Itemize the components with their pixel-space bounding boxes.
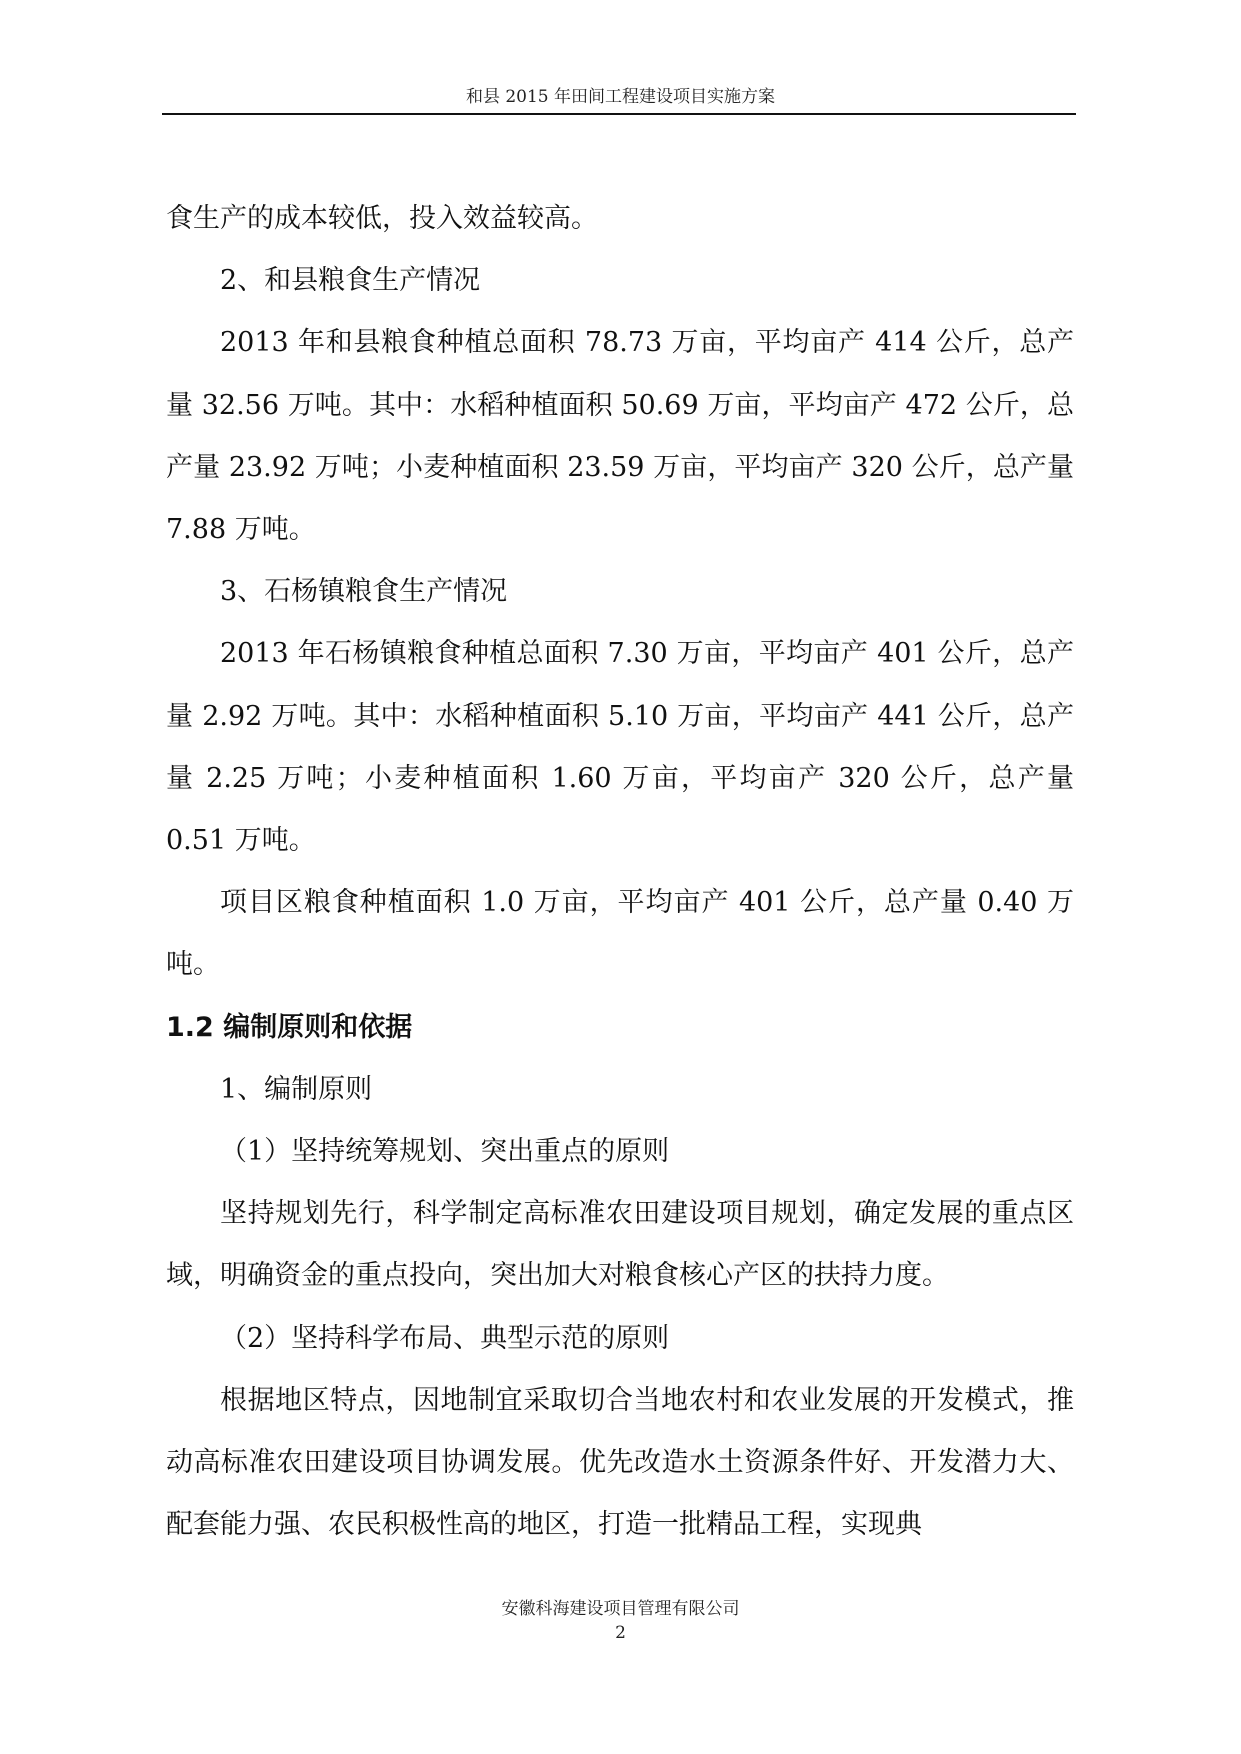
principle-heading: （2）坚持科学布局、典型示范的原则	[220, 1322, 670, 1354]
header-divider	[162, 113, 1076, 115]
section-subheading: 2、和县粮食生产情况	[220, 265, 481, 297]
body-paragraph: 项目区粮食种植面积 1.0 万亩，平均亩产 401 公斤，总产量 0.40 万吨。	[166, 887, 1074, 981]
body-paragraph: 坚持规划先行，科学制定高标准农田建设项目规划，确定发展的重点区域，明确资金的重点投向，突出加大对粮食核心产区的扶持力度。	[166, 1198, 1074, 1292]
body-paragraph: 2013 年和县粮食种植总面积 78.73 万亩，平均亩产 414 公斤，总产量 32.56 万吨。其中：水稻种植面积 50.69 万亩，平均亩产 472 公斤，总产量 23.92 万吨；小麦种植面积 23.59 万亩，平均亩产 320 公斤，总产量 7.88 万吨。	[166, 327, 1074, 546]
body-paragraph: 食生产的成本较低，投入效益较高。	[166, 203, 598, 234]
body-paragraph: 2013 年石杨镇粮食种植总面积 7.30 万亩，平均亩产 401 公斤，总产量 2.92 万吨。其中：水稻种植面积 5.10 万亩，平均亩产 441 公斤，总产量 2.25 万吨；小麦种植面积 1.60 万亩，平均亩产 320 公斤，总产量 0.51 万吨。	[166, 638, 1074, 857]
section-heading: 1.2 编制原则和依据	[166, 1011, 413, 1043]
footer-company: 安徽科海建设项目管理有限公司	[501, 1599, 740, 1619]
principle-heading: （1）坚持统筹规划、突出重点的原则	[220, 1136, 670, 1168]
section-subheading: 3、石杨镇粮食生产情况	[220, 576, 508, 608]
page-number: 2	[615, 1623, 626, 1643]
page-header-title: 和县 2015 年田间工程建设项目实施方案	[465, 87, 776, 107]
section-subheading: 1、编制原则	[220, 1073, 373, 1105]
body-paragraph: 根据地区特点，因地制宜采取切合当地农村和农业发展的开发模式，推动高标准农田建设项目协调发展。优先改造水土资源条件好、开发潜力大、配套能力强、农民积极性高的地区，打造一批精品工程，实现典	[166, 1384, 1074, 1541]
document-body	[166, 188, 1074, 1556]
